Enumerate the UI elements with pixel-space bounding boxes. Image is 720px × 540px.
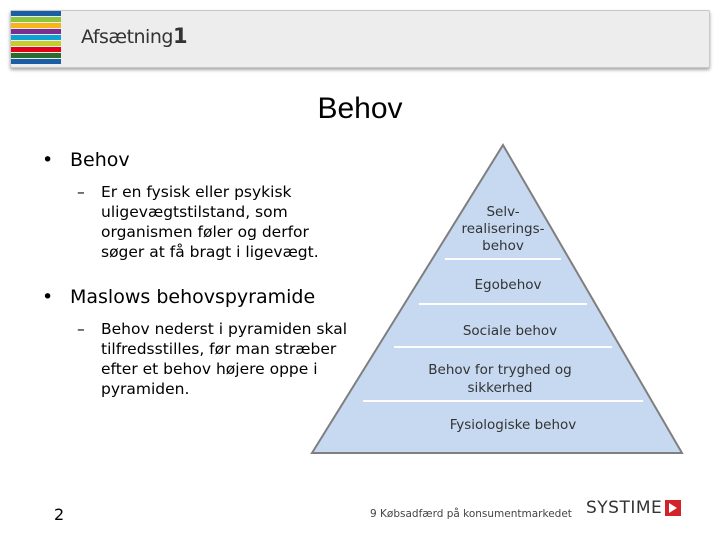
level-label-ego: Egobehov <box>474 277 542 293</box>
logo-arrow-icon <box>665 500 681 516</box>
bullet-dot: • <box>42 286 54 308</box>
slide-title-text: Behov <box>317 92 403 125</box>
sub-bullet-line: tilfredsstilles, før man stræber <box>101 340 337 358</box>
book-title <box>81 24 187 48</box>
sub-bullet-line: Behov nederst i pyramiden skal <box>101 320 347 338</box>
color-stripe <box>11 11 61 16</box>
sub-bullet-dash: – <box>77 183 85 201</box>
bullet-label: Behov <box>70 149 130 171</box>
bullet-dot: • <box>42 149 54 171</box>
sub-bullet-dash: – <box>77 320 85 338</box>
color-stripe <box>11 53 61 58</box>
bullet-label: Maslows behovspyramide <box>70 286 316 308</box>
level-label-safety-2: sikkerhed <box>467 380 533 396</box>
level-label-self-actualization-1: Selv- <box>486 204 520 220</box>
color-stripe <box>11 17 61 22</box>
sub-bullet-line: efter et behov højere oppe i <box>101 360 318 378</box>
level-label-self-actualization-2: realiserings- <box>461 221 545 237</box>
level-label-social: Sociale behov <box>462 323 558 339</box>
systime-logo <box>586 498 681 518</box>
sub-bullet-line: søger at få bragt i ligevægt. <box>101 243 319 261</box>
level-label-self-actualization-3: behov <box>482 238 524 254</box>
page-number: 2 <box>54 505 65 524</box>
bullet-behov <box>42 149 130 171</box>
color-stripe <box>11 47 61 52</box>
color-stripes <box>11 11 61 67</box>
sub-bullet-line: pyramiden. <box>101 380 190 398</box>
color-stripe <box>11 41 61 46</box>
chapter-footer: 9 Købsadfærd på konsumentmarkedet <box>370 508 572 520</box>
color-stripe <box>11 29 61 34</box>
sub-bullet-line: uligevægtstilstand, som <box>101 203 288 221</box>
logo-text: SYSTIME <box>586 498 663 518</box>
sub-bullet-line: Er en fysisk eller psykisk <box>101 183 292 201</box>
color-stripe <box>11 35 61 40</box>
book-number: 1 <box>172 24 188 48</box>
color-stripe <box>11 23 61 28</box>
level-label-safety-1: Behov for tryghed og <box>428 362 572 378</box>
level-label-physiological: Fysiologiske behov <box>449 417 577 433</box>
book-title-text: Afsætning <box>81 26 173 48</box>
header-bar <box>10 10 710 68</box>
sub-bullet-line: organismen føler og derfor <box>101 223 309 241</box>
color-stripe <box>11 59 61 64</box>
bullet-maslow <box>42 286 316 308</box>
slide-title <box>0 92 720 126</box>
maslow-pyramid <box>308 141 688 456</box>
pyramid-shape <box>312 145 682 453</box>
sub-bullet-definition <box>77 182 319 262</box>
